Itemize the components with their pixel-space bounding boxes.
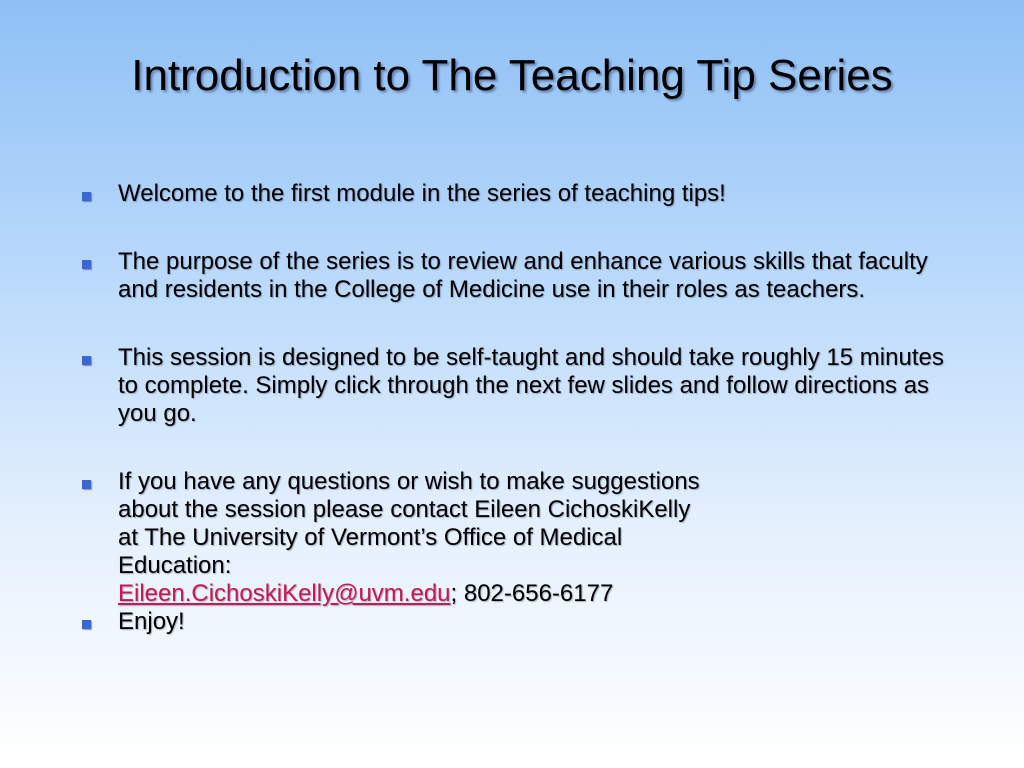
contact-line: about the session please contact Eileen CichoskiKelly <box>118 496 691 523</box>
bullet-text: The purpose of the series is to review and enhance various skills that faculty and residents in the College of Medicine use in their roles as teachers. <box>118 248 928 303</box>
contact-line: at The University of Vermont’s Office of Medical <box>118 524 623 551</box>
phone-number: 802-656-6177 <box>457 580 614 607</box>
square-bullet-icon <box>82 260 91 269</box>
bullet-text: This session is designed to be self-taught and should take roughly 15 minutes to complete. Simply click through the next few slides and follow directions as you go. <box>118 344 944 427</box>
bullet-text: Welcome to the first module in the series of teaching tips! <box>118 180 726 207</box>
bullet-session-info <box>80 344 960 428</box>
square-bullet-icon <box>82 356 91 365</box>
bullet-welcome <box>80 180 960 208</box>
slide-title: Introduction to The Teaching Tip Series <box>131 51 893 100</box>
separator: ; <box>450 580 458 607</box>
bullet-list <box>80 180 960 636</box>
square-bullet-icon <box>82 192 91 201</box>
bullet-purpose <box>80 248 960 304</box>
square-bullet-icon <box>82 620 91 629</box>
email-link[interactable]: Eileen.CichoskiKelly@uvm.edu <box>118 580 451 607</box>
square-bullet-icon <box>82 480 91 489</box>
contact-line: If you have any questions or wish to make suggestions <box>118 468 700 495</box>
contact-details <box>118 580 960 608</box>
bullet-enjoy <box>80 608 960 636</box>
contact-line: Education: <box>118 552 232 579</box>
bullet-text: Enjoy! <box>118 608 185 635</box>
bullet-contact <box>80 468 960 608</box>
